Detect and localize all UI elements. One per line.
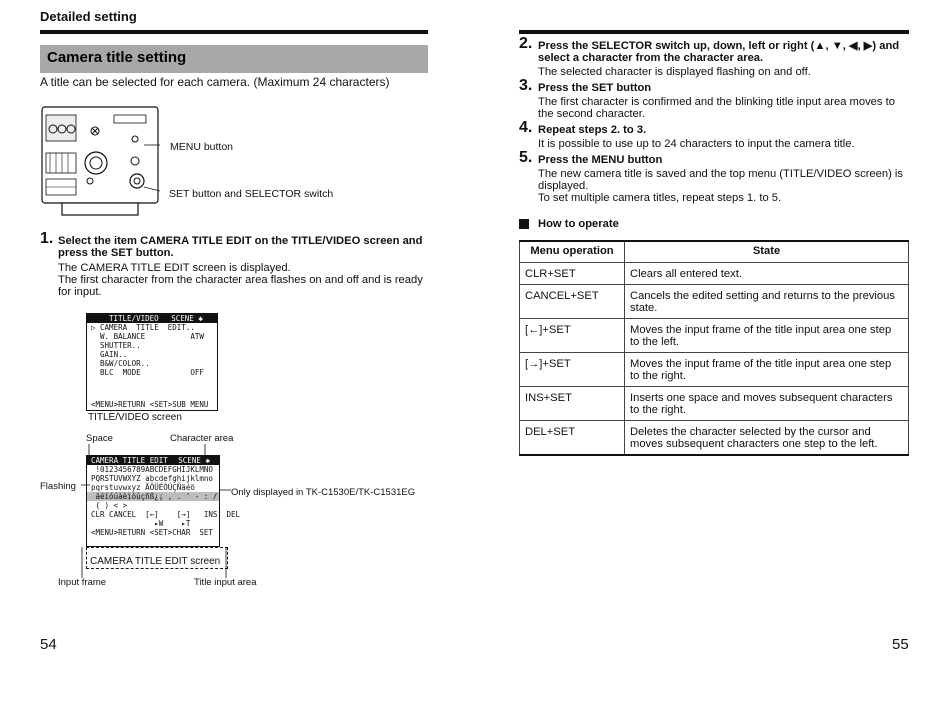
- section-header: Detailed setting: [40, 9, 137, 24]
- step-5-title: Press the MENU button: [538, 154, 663, 166]
- screen-footer: <MENU>RETURN <SET>CHAR SET: [91, 528, 213, 537]
- character-row-extended: äéíóúàèìòùçñß¿¡ , . ' - : /: [87, 492, 219, 501]
- step-5-number: 5.: [519, 149, 533, 166]
- step-5-body: [538, 168, 903, 204]
- step-3-title: Press the SET button: [538, 82, 652, 94]
- state-cell: [625, 318, 909, 352]
- state-cell: [625, 262, 909, 284]
- state-line: Deletes the character selected by the cursor and: [630, 425, 871, 438]
- screen-header: [87, 314, 217, 323]
- edit-commands-subrow: ▸W ▸T: [91, 519, 191, 528]
- menu-operation-cell: [→]+SET: [520, 352, 625, 386]
- state-line: to the left.: [630, 335, 680, 348]
- callout-lines-bottom: [70, 545, 240, 581]
- only-displayed-label: Only displayed in TK-C1530E/TK-C1531EG: [231, 487, 416, 498]
- bullet-square: [519, 219, 529, 229]
- table-row: [520, 284, 909, 318]
- table-row: [520, 420, 909, 455]
- state-cell: [625, 420, 909, 455]
- screen-header-title: TITLE/VIDEO: [109, 314, 159, 323]
- section-title: Camera title setting: [47, 49, 187, 66]
- state-cell: [625, 386, 909, 420]
- step-2-title-line: select a character from the character area.: [538, 52, 764, 64]
- operations-table: [519, 240, 909, 456]
- character-row: ( ) < >: [91, 501, 128, 510]
- state-line: Clears all entered text.: [630, 267, 742, 280]
- header-rule: [519, 30, 909, 34]
- state-line: Inserts one space and moves subsequent characters: [630, 391, 893, 404]
- state-line: to the right.: [630, 369, 686, 382]
- screen-header: [87, 456, 219, 465]
- edit-commands-row: CLR CANCEL [←] [→] INS DEL: [91, 510, 241, 519]
- menu-operation-cell: DEL+SET: [520, 420, 625, 455]
- screen-header-title: CAMERA TITLE EDIT: [91, 456, 168, 465]
- menu-row: W. BALANCE ATW: [91, 332, 204, 341]
- step-1-title: [58, 235, 422, 259]
- screen-header-scene: SCENE ✱: [171, 314, 203, 323]
- step-1-number: 1.: [40, 230, 54, 247]
- step-5-body-line: The new camera title is saved and the top menu (TITLE/VIDEO screen) is: [538, 168, 903, 180]
- step-3-body: [538, 96, 895, 120]
- step-2-body-line: The selected character is displayed flashing on and off.: [538, 66, 811, 78]
- step-4-title: Repeat steps 2. to 3.: [538, 124, 647, 136]
- page-number-right: 55: [892, 636, 909, 653]
- screen-footer: <MENU>RETURN <SET>SUB MENU: [91, 400, 209, 409]
- menu-operation-cell: CLR+SET: [520, 262, 625, 284]
- state-line: Moves the input frame of the title input area one step: [630, 357, 892, 370]
- table-row: [520, 352, 909, 386]
- step-4-number: 4.: [519, 119, 533, 136]
- column-header: State: [625, 241, 909, 262]
- state-cell: [625, 352, 909, 386]
- menu-button-label: MENU button: [170, 141, 234, 153]
- state-cell: [625, 284, 909, 318]
- menu-row: ▷ CAMERA TITLE EDIT..: [91, 323, 195, 332]
- camera-rear-panel-illustration: [40, 103, 160, 219]
- step-2-title: [538, 40, 899, 64]
- character-row: PQRSTUVWXYZ abcdefghijklmno: [91, 474, 213, 483]
- character-area-label: Character area: [170, 433, 234, 444]
- screen-header-scene: SCENE ✱: [178, 456, 210, 465]
- state-line: Moves the input frame of the title input area one step: [630, 323, 892, 336]
- camera-title-edit-caption: CAMERA TITLE EDIT screen: [90, 556, 221, 567]
- page-number-left: 54: [40, 636, 57, 653]
- title-video-screen: [86, 313, 218, 411]
- space-label: Space: [86, 433, 113, 444]
- step-1-body-line: The CAMERA TITLE EDIT screen is displayed.: [58, 262, 291, 274]
- step-1-body-line: for input.: [58, 286, 102, 298]
- state-line: state.: [630, 301, 658, 314]
- section-title-bar: [40, 45, 428, 73]
- menu-operation-cell: [←]+SET: [520, 318, 625, 352]
- state-line: Cancels the edited setting and returns to the previous: [630, 289, 895, 302]
- step-2-number: 2.: [519, 35, 533, 52]
- intro-text: A title can be selected for each camera. (Maximum 24 characters): [40, 75, 390, 89]
- step-3-body-line: The first character is confirmed and the blinking title input area moves to: [538, 96, 895, 108]
- step-5-body-line: displayed.: [538, 180, 589, 192]
- step-4-body: [538, 138, 855, 150]
- table-row: [520, 262, 909, 284]
- input-frame-label: Input frame: [58, 577, 107, 588]
- menu-row: GAIN..: [91, 350, 128, 359]
- title-input-area-label: Title input area: [194, 577, 257, 588]
- table-header-row: [520, 241, 909, 262]
- step-1-body-line: The first character from the character area flashes on and off and is ready: [58, 274, 423, 286]
- how-to-operate-heading: How to operate: [538, 218, 619, 230]
- menu-row: BLC MODE OFF: [91, 368, 204, 377]
- flashing-label: Flashing: [40, 481, 76, 492]
- step-4-body-line: It is possible to use up to 24 characters to input the camera title.: [538, 138, 855, 150]
- state-line: to the right.: [630, 403, 686, 416]
- menu-operation-cell: INS+SET: [520, 386, 625, 420]
- title-video-screen-caption: TITLE/VIDEO screen: [88, 412, 182, 423]
- state-line: moves subsequent characters one step to the left.: [630, 437, 878, 450]
- step-1-title-line: press the SET button.: [58, 247, 174, 259]
- step-2-body: [538, 66, 811, 78]
- menu-row: SHUTTER..: [91, 341, 141, 350]
- step-2-title-line: Press the SELECTOR switch up, down, left or right (▲, ▼, ◀, ▶) and: [538, 40, 900, 52]
- camera-title-edit-screen: [86, 455, 241, 547]
- set-button-label: SET button and SELECTOR switch: [169, 188, 334, 200]
- character-row: !0123456789ABCDEFGHIJKLMNO: [91, 465, 213, 474]
- step-1-title-line: Select the item CAMERA TITLE EDIT on the TITLE/VIDEO screen and: [58, 235, 423, 247]
- table-row: [520, 386, 909, 420]
- menu-operation-cell: CANCEL+SET: [520, 284, 625, 318]
- step-1-body: [58, 262, 423, 298]
- header-rule: [40, 30, 428, 34]
- step-3-body-line: the second character.: [538, 108, 645, 120]
- column-header: Menu operation: [520, 241, 625, 262]
- step-5-body-line: To set multiple camera titles, repeat steps 1. to 5.: [538, 192, 782, 204]
- character-row: pqrstuvwxyz ÄÖÜÉÓÚÇÑäéö: [91, 483, 195, 492]
- menu-row: B&W/COLOR..: [91, 359, 150, 368]
- step-3-number: 3.: [519, 77, 533, 94]
- table-row: [520, 318, 909, 352]
